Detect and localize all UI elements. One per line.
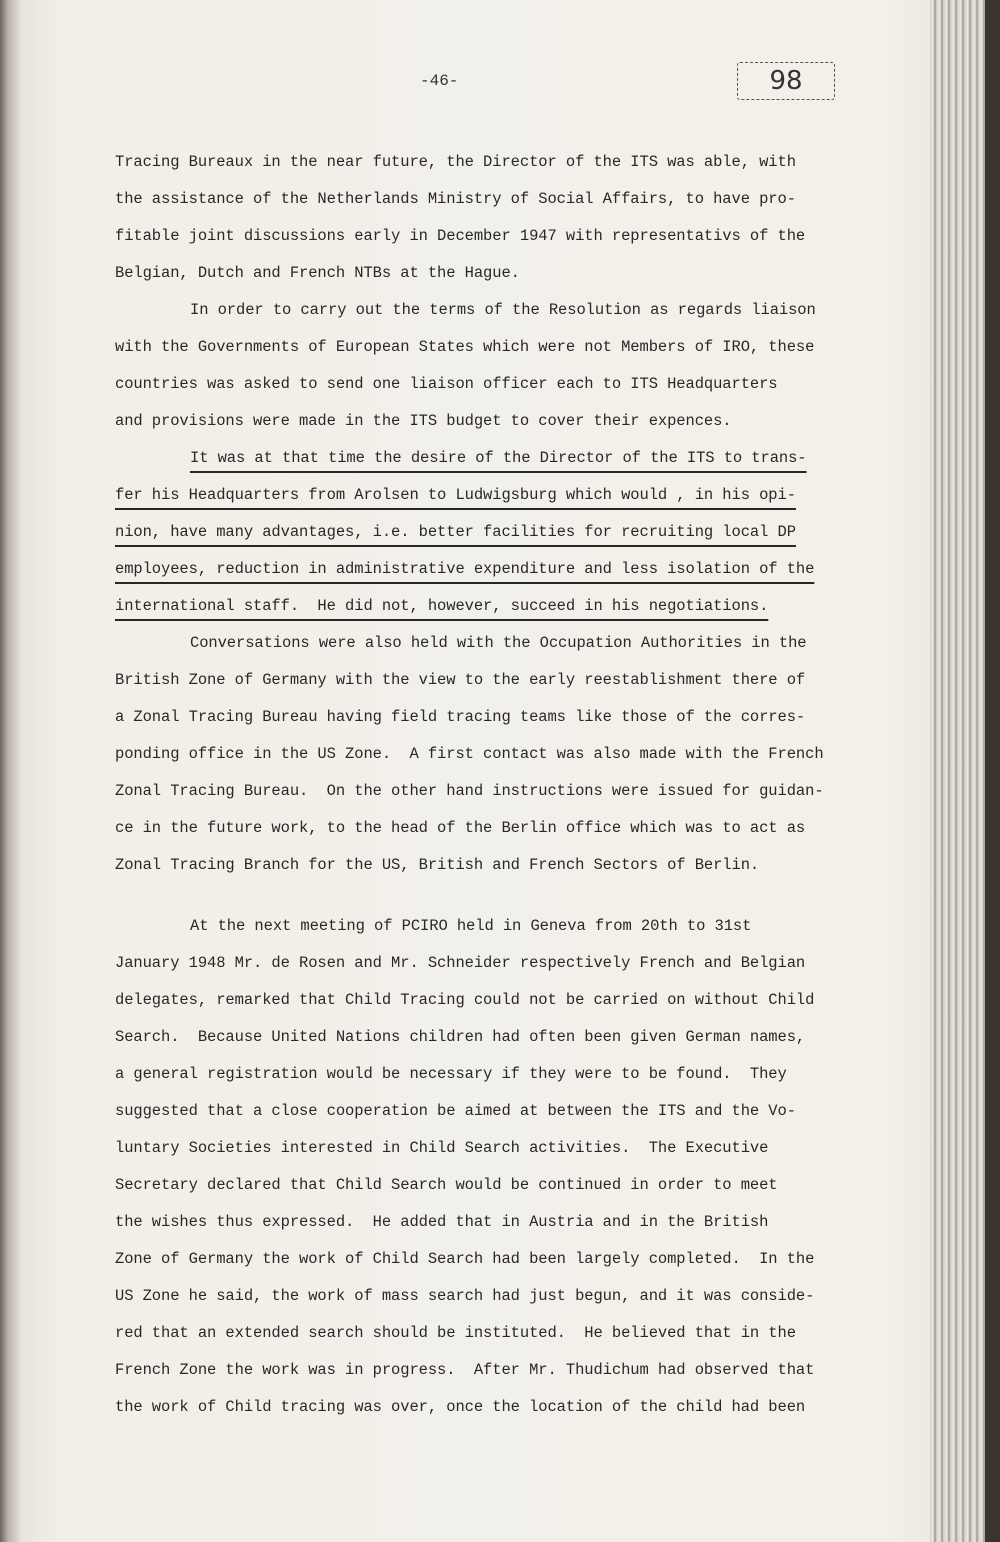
document-body [115,144,855,1426]
text-line: the work of Child tracing was over, once the location of the child had been [115,1398,806,1416]
text-line: countries was asked to send one liaison officer each to ITS Headquarters [115,375,778,393]
text-line: ce in the future work, to the head of the Berlin office which was to act as [115,819,806,837]
paragraph [115,440,855,625]
text-line: and provisions were made in the ITS budget to cover their expences. [115,412,732,430]
text-line: Tracing Bureaux in the near future, the Director of the ITS was able, with [115,153,796,171]
text-line: suggested that a close cooperation be aimed at between the ITS and the Vo- [115,1102,796,1120]
text-line: Belgian, Dutch and French NTBs at the Hague. [115,264,520,282]
text-line: Zonal Tracing Bureau. On the other hand instructions were issued for guidan- [115,782,824,800]
text-line: luntary Societies interested in Child Search activities. The Executive [115,1139,769,1157]
text-line: delegates, remarked that Child Tracing could not be carried on without Child [115,991,815,1009]
text-line: Zone of Germany the work of Child Search had been largely completed. In the [115,1250,815,1268]
text-line: a Zonal Tracing Bureau having field tracing teams like those of the corres- [115,708,806,726]
text-line: British Zone of Germany with the view to the early reestablishment there of [115,671,806,689]
text-line: January 1948 Mr. de Rosen and Mr. Schneider respectively French and Belgian [115,954,806,972]
archive-stamp-number: 98 [737,62,835,100]
text-line: At the next meeting of PCIRO held in Geneva from 20th to 31st [190,917,752,935]
text-line: ponding office in the US Zone. A first contact was also made with the French [115,745,824,763]
binder-background [985,0,1000,1542]
text-line: It was at that time the desire of the Director of the ITS to trans- [190,449,807,467]
text-line: Conversations were also held with the Occupation Authorities in the [190,634,807,652]
text-line: In order to carry out the terms of the Resolution as regards liaison [190,301,816,319]
text-line: employees, reduction in administrative expenditure and less isolation of the [115,560,815,578]
text-line: Secretary declared that Child Search would be continued in order to meet [115,1176,778,1194]
text-line: red that an extended search should be instituted. He believed that in the [115,1324,796,1342]
paragraph [115,292,855,440]
text-line: international staff. He did not, however, succeed in his negotiations. [115,597,769,615]
text-line: fer his Headquarters from Arolsen to Ludwigsburg which would , in his opi- [115,486,796,504]
text-line: the wishes thus expressed. He added that in Austria and in the British [115,1213,769,1231]
text-line: the assistance of the Netherlands Ministry of Social Affairs, to have pro- [115,190,796,208]
paragraph [115,908,855,1426]
paragraph [115,144,855,292]
text-line: French Zone the work was in progress. After Mr. Thudichum had observed that [115,1361,815,1379]
text-line: fitable joint discussions early in December 1947 with representativs of the [115,227,806,245]
text-line: a general registration would be necessary if they were to be found. They [115,1065,787,1083]
text-line: with the Governments of European States which were not Members of IRO, these [115,338,815,356]
paragraph [115,625,855,884]
text-line: nion, have many advantages, i.e. better facilities for recruiting local DP [115,523,796,541]
text-line: US Zone he said, the work of mass search had just begun, and it was conside- [115,1287,815,1305]
page-number: -46- [420,72,459,90]
text-line: Zonal Tracing Branch for the US, British and French Sectors of Berlin. [115,856,760,874]
text-line: Search. Because United Nations children had often been given German names, [115,1028,806,1046]
